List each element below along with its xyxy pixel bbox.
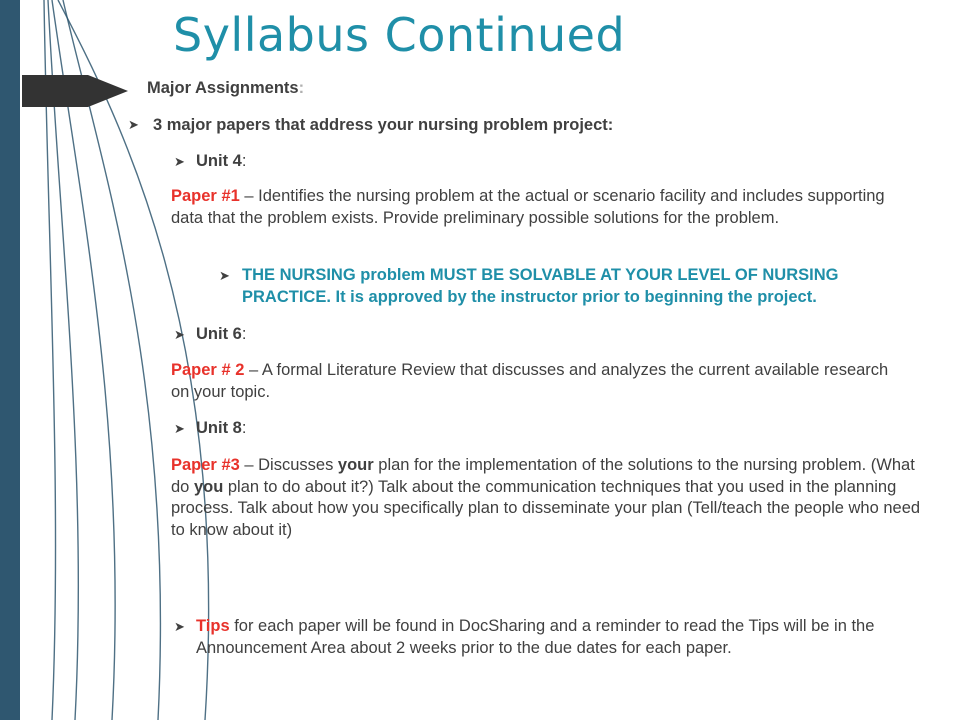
solvable-note: THE NURSING problem MUST BE SOLVABLE AT YOUR LEVEL OF NURSING PRACTICE. It is approved by the instructor prior to beginning the project. bbox=[242, 266, 839, 306]
arrow-bullet-icon: ➤ bbox=[174, 154, 185, 169]
papers-intro: 3 major papers that address your nursing problem project: bbox=[153, 116, 614, 134]
paper-1-text: – Identifies the nursing problem at the actual or scenario facility and includes supporting data that the problem exists. Provide preliminary possible solutions for the problem. bbox=[171, 187, 885, 227]
arrow-bullet-icon: ➤ bbox=[174, 327, 185, 342]
unit-6-label bbox=[196, 324, 246, 346]
paper-3-text-a: – Discusses bbox=[239, 456, 338, 474]
unit-8-colon: : bbox=[241, 419, 247, 437]
heading-colon: : bbox=[298, 79, 305, 97]
paper-2-text: – A formal Literature Review that discusses and analyzes the current available research on your topic. bbox=[171, 361, 889, 401]
paper-3-label: Paper #3 bbox=[171, 456, 240, 474]
unit-6-text: Unit 6 bbox=[196, 325, 242, 343]
tips-text: for each paper will be found in DocSharing and a reminder to read the Tips will be in the Announcement Area about 2 weeks prior to the due dates for each paper. bbox=[196, 617, 875, 657]
unit-8-label bbox=[196, 418, 246, 440]
tips-note bbox=[196, 616, 916, 659]
paper-2-description bbox=[171, 360, 891, 403]
unit-4-colon: : bbox=[241, 152, 247, 170]
arrow-bullet-icon: ➤ bbox=[174, 421, 185, 436]
decor-curve bbox=[52, 0, 115, 720]
paper-3-text-b: plan for the implementation of the solutions to the nursing problem. (What do bbox=[171, 456, 915, 496]
paper-2-label: Paper # 2 bbox=[171, 361, 245, 379]
arrow-bullet-icon: ➤ bbox=[128, 117, 139, 132]
unit-8-text: Unit 8 bbox=[196, 419, 242, 437]
arrow-banner-shape bbox=[22, 75, 128, 107]
major-assignments-heading bbox=[147, 78, 304, 100]
unit-4-label bbox=[196, 151, 246, 173]
paper-3-description bbox=[171, 455, 926, 541]
heading-text: Major Assignments bbox=[147, 79, 299, 97]
arrow-bullet-icon: ➤ bbox=[174, 619, 185, 634]
paper-1-description bbox=[171, 186, 911, 229]
slide-title: Syllabus Continued bbox=[173, 8, 626, 62]
unit-4-text: Unit 4 bbox=[196, 152, 242, 170]
paper-3-you: you bbox=[193, 477, 224, 496]
paper-3-your: your bbox=[337, 456, 374, 474]
paper-1-label: Paper #1 bbox=[171, 187, 240, 205]
unit-6-colon: : bbox=[241, 325, 247, 343]
tips-label: Tips bbox=[196, 617, 230, 635]
arrow-bullet-icon: ➤ bbox=[219, 268, 230, 283]
paper-3-text-c: plan to do about it?) Talk about the communication techniques that you used in the planning process. Talk about how you specifically plan to disseminate your plan (Tell/teach the people who need to know about it) bbox=[171, 477, 921, 539]
